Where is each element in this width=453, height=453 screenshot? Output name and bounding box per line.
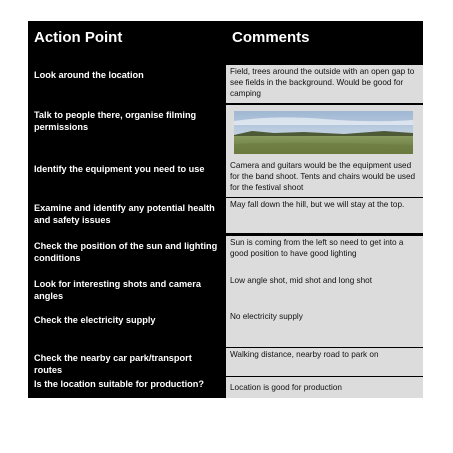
table-row: [28, 236, 423, 274]
action-point-cell: Look around the location: [34, 70, 144, 80]
table-row: [28, 377, 423, 398]
table-row: [28, 159, 423, 197]
table-row: [28, 105, 423, 160]
comment-cell: Field, trees around the outside with an open gap to see fields in the background. Would be good for camping: [226, 65, 423, 103]
action-point-cell: Identify the equipment you need to use: [34, 164, 205, 174]
header-action-point: Action Point: [34, 29, 123, 46]
table-row: [28, 274, 423, 310]
comment-cell: Low angle shot, mid shot and long shot: [226, 274, 423, 310]
comment-cell: No electricity supply: [226, 310, 423, 347]
action-point-cell: Talk to people there, organise filming permissions: [34, 110, 197, 132]
action-point-cell: Check the nearby car park/transport routes: [34, 353, 192, 375]
action-point-cell: Examine and identify any potential health and safety issues: [34, 203, 215, 225]
comment-cell: Walking distance, nearby road to park on: [226, 348, 423, 376]
action-point-cell: Check the electricity supply: [34, 315, 156, 325]
comment-cell: Location is good for production: [226, 377, 423, 398]
action-point-cell: Look for interesting shots and camera angles: [34, 279, 201, 301]
header-comments: Comments: [232, 29, 310, 46]
comment-cell: Sun is coming from the left so need to get into a good position to have good lighting: [226, 236, 423, 274]
comment-cell: Camera and guitars would be the equipment used for the band shoot. Tents and chairs would be used for the festival shoot: [226, 159, 423, 197]
table-row: [28, 65, 423, 103]
location-recce-table: [28, 21, 423, 398]
location-field-photo: [234, 111, 413, 154]
table-row: [28, 348, 423, 376]
action-point-cell: Is the location suitable for production?: [34, 379, 204, 389]
comment-cell: [226, 105, 423, 160]
table-row: [28, 310, 423, 347]
action-point-cell: Check the position of the sun and lighting conditions: [34, 241, 218, 263]
table-row: [28, 198, 423, 233]
comment-cell: May fall down the hill, but we will stay at the top.: [226, 198, 423, 233]
